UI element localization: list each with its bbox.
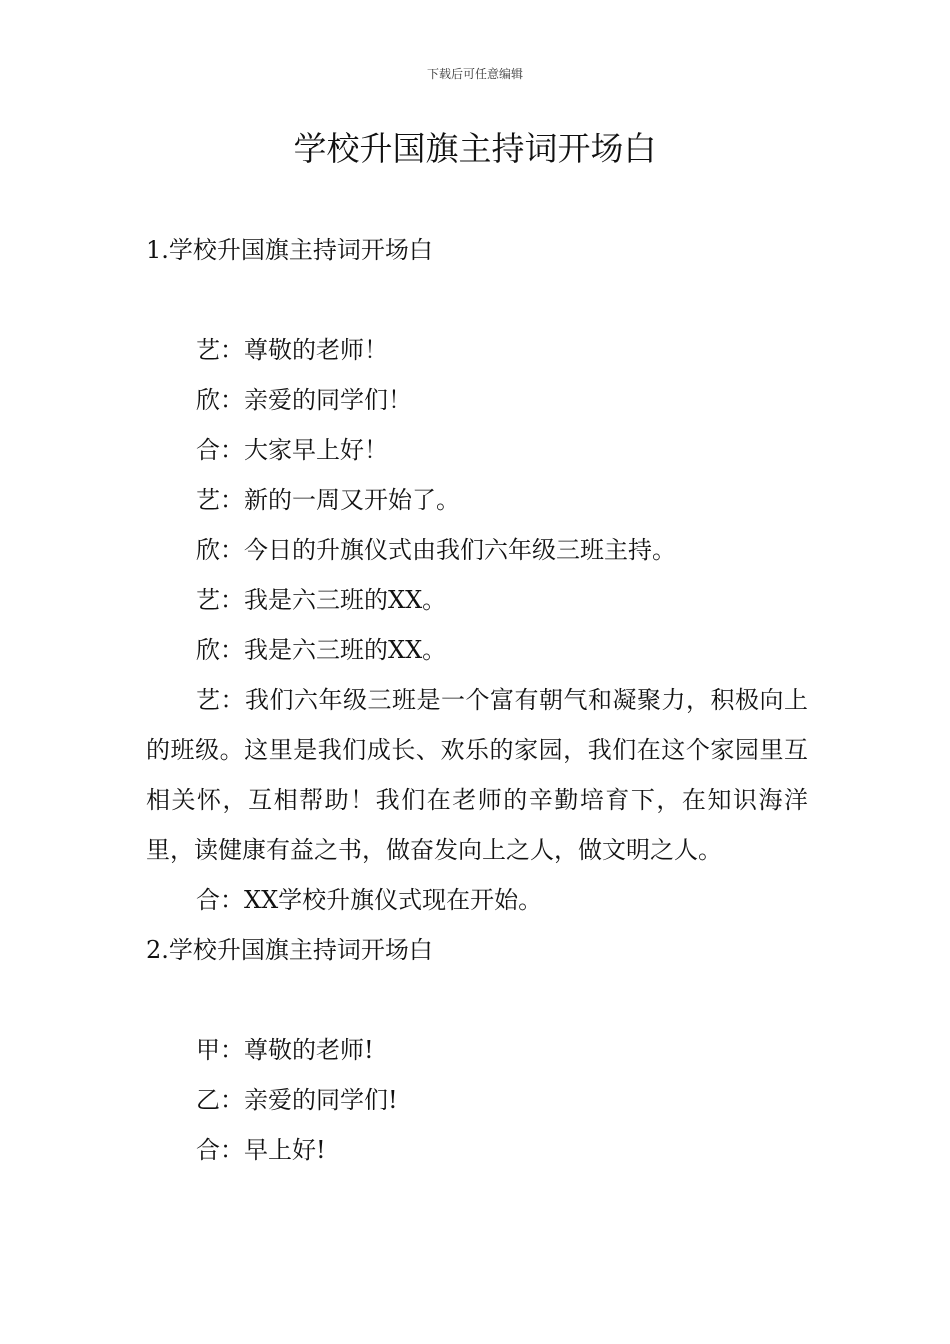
dialogue-line: 欣：今日的升旗仪式由我们六年级三班主持。	[196, 536, 676, 564]
blank-line	[146, 275, 808, 325]
dialogue-line: 艺：我是六三班的XX。	[196, 586, 447, 614]
dialogue-line: 欣：亲爱的同学们！	[196, 386, 412, 414]
header-note: 下载后可任意编辑	[426, 67, 523, 81]
document-body	[146, 225, 808, 1175]
dialogue-line: 合：大家早上好！	[196, 436, 388, 464]
dialogue-line: 欣：我是六三班的XX。	[196, 636, 447, 664]
dialogue-line: 合：早上好!	[196, 1136, 326, 1164]
section-heading-1: 1.学校升国旗主持词开场白	[146, 236, 433, 264]
section-heading-2: 2.学校升国旗主持词开场白	[146, 936, 433, 964]
dialogue-line: 艺：尊敬的老师！	[196, 336, 388, 364]
dialogue-line: 甲：尊敬的老师!	[196, 1036, 374, 1064]
blank-line	[146, 975, 808, 1025]
dialogue-line: 艺：新的一周又开始了。	[196, 486, 460, 514]
dialogue-paragraph: 艺：我们六年级三班是一个富有朝气和凝聚力，积极向上的班级。这里是我们成长、欢乐的家园，我们在这个家园里互相关怀，互相帮助！我们在老师的辛勤培育下，在知识海洋里，读健康有益之书，做奋发向上之人，做文明之人。	[146, 686, 808, 864]
dialogue-line: 乙：亲爱的同学们!	[196, 1086, 398, 1114]
dialogue-line: 合：XX学校升旗仪式现在开始。	[196, 886, 543, 914]
document-title: 学校升国旗主持词开场白	[293, 129, 657, 168]
